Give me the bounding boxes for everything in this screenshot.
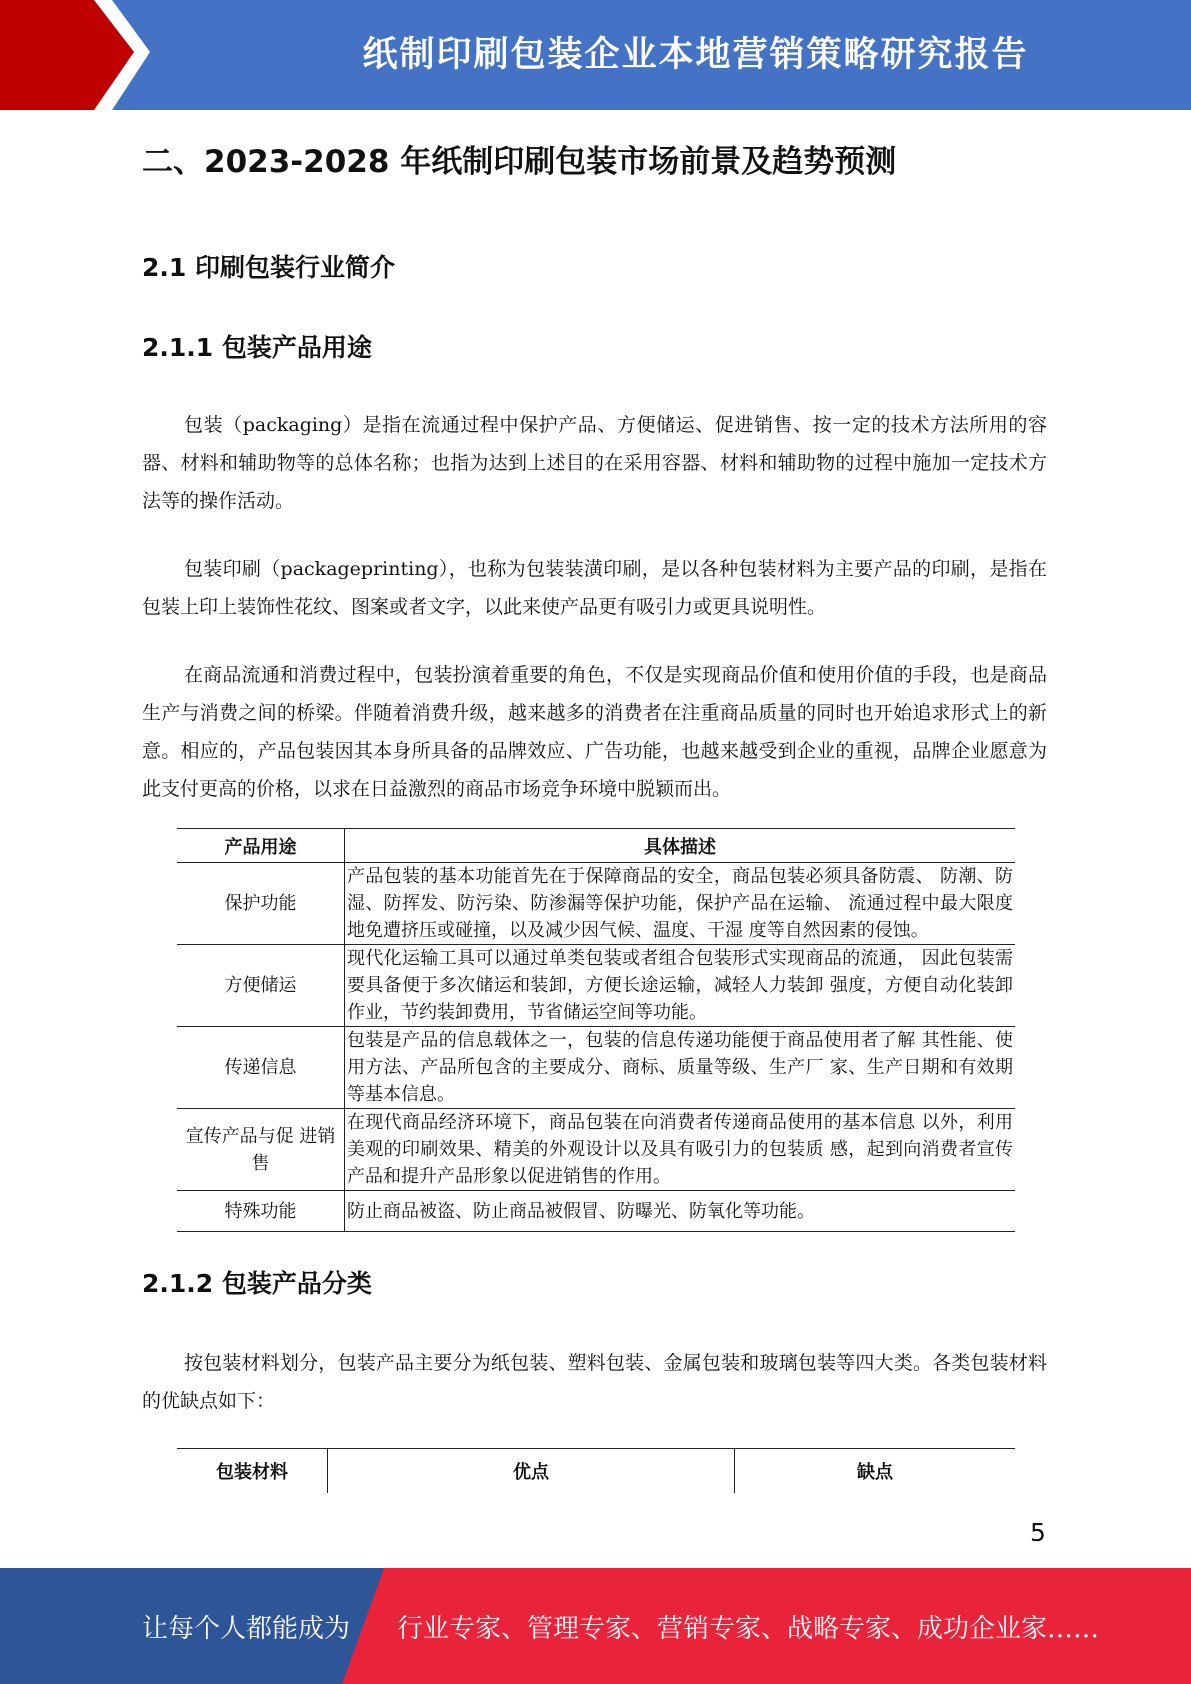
table-cell-use: 宣传产品与促 进销售 [177,1109,345,1191]
main-content [142,120,1047,1493]
table-cell-desc: 防止商品被盗、防止商品被假冒、防曝光、防氧化等功能。 [345,1191,1016,1232]
footer-slogan-right: 行业专家、管理专家、营销专家、战略专家、成功企业家…… [397,1613,1100,1644]
product-use-table [177,828,1015,1232]
table-header-row [177,1449,1015,1494]
paragraph: 包装印刷（packageprinting），也称为包装装潢印刷，是以各种包装材料为主要产品的印刷，是指在包装上印上装饰性花纹、图案或者文字，以此来使产品更有吸引力或更具说明性。 [142,558,1047,618]
table-row [177,1109,1015,1191]
page-footer [0,1568,1191,1684]
table-header-cell: 缺点 [735,1449,1016,1494]
footer-slogan-left: 让每个人都能成为 [142,1613,351,1644]
header-arrow-decoration [0,0,220,110]
table-cell-use: 方便储运 [177,945,345,1027]
table-cell-use: 保护功能 [177,863,345,945]
table-header-cell: 具体描述 [345,829,1016,863]
table-row [177,945,1015,1027]
table-cell-use: 传递信息 [177,1027,345,1109]
table-row [177,1191,1015,1232]
section-heading: 二、2023-2028 年纸制印刷包装市场前景及趋势预测 [142,144,897,180]
table-header-cell: 包装材料 [177,1449,328,1494]
page-header [0,0,1191,110]
table-cell-desc: 现代化运输工具可以通过单类包装或者组合包装形式实现商品的流通， 因此包装需要具备便于多次储运和装卸，方便长途运输，减轻人力装卸 强度，方便自动化装卸作业，节约装卸费用，节省储运空间等功能。 [345,945,1016,1027]
table-cell-desc: 在现代商品经济环境下，商品包装在向消费者传递商品使用的基本信息 以外，利用美观的印刷效果、精美的外观设计以及具有吸引力的包装质 感，起到向消费者宣传产品和提升产品形象以促进销售的作用。 [345,1109,1016,1191]
table-cell-desc: 产品包装的基本功能首先在于保障商品的安全，商品包装必须具备防震、 防潮、防湿、防挥发、防污染、防渗漏等保护功能，保护产品在运输、 流通过程中最大限度地免遭挤压或碰撞，以及减少因气候、温度、干湿 度等自然因素的侵蚀。 [345,863,1016,945]
table-header-cell: 产品用途 [177,829,345,863]
material-table [177,1448,1015,1493]
table-cell-use: 特殊功能 [177,1191,345,1232]
paragraph: 在商品流通和消费过程中，包装扮演着重要的角色，不仅是实现商品价值和使用价值的手段，也是商品生产与消费之间的桥梁。伴随着消费升级，越来越多的消费者在注重商品质量的同时也开始追求形式上的新意。相应的，产品包装因其本身所具备的品牌效应、广告功能，也越来越受到企业的重视，品牌企业愿意为此支付更高的价格，以求在日益激烈的商品市场竞争环境中脱颖而出。 [142,664,1047,800]
table-row [177,863,1015,945]
table-row [177,1027,1015,1109]
report-title: 纸制印刷包装企业本地营销策略研究报告 [362,35,1029,75]
subsection-heading: 2.1 印刷包装行业简介 [142,253,395,282]
sub-heading-classification: 2.1.2 包装产品分类 [142,1269,372,1298]
table-header-cell: 优点 [328,1449,735,1494]
page-number: 5 [1030,1518,1046,1547]
table-cell-desc: 包装是产品的信息载体之一，包装的信息传递功能便于商品使用者了解 其性能、使用方法、产品所包含的主要成分、商标、质量等级、生产厂 家、生产日期和有效期等基本信息。 [345,1027,1016,1109]
paragraph: 按包装材料划分，包装产品主要分为纸包装、塑料包装、金属包装和玻璃包装等四大类。各类包装材料的优缺点如下： [142,1352,1047,1412]
paragraph: 包装（packaging）是指在流通过程中保护产品、方便储运、促进销售、按一定的技术方法所用的容器、材料和辅助物等的总体名称；也指为达到上述目的在采用容器、材料和辅助物的过程中施加一定技术方法等的操作活动。 [142,414,1047,512]
table-header-row [177,829,1015,863]
sub-heading-uses: 2.1.1 包装产品用途 [142,333,372,362]
